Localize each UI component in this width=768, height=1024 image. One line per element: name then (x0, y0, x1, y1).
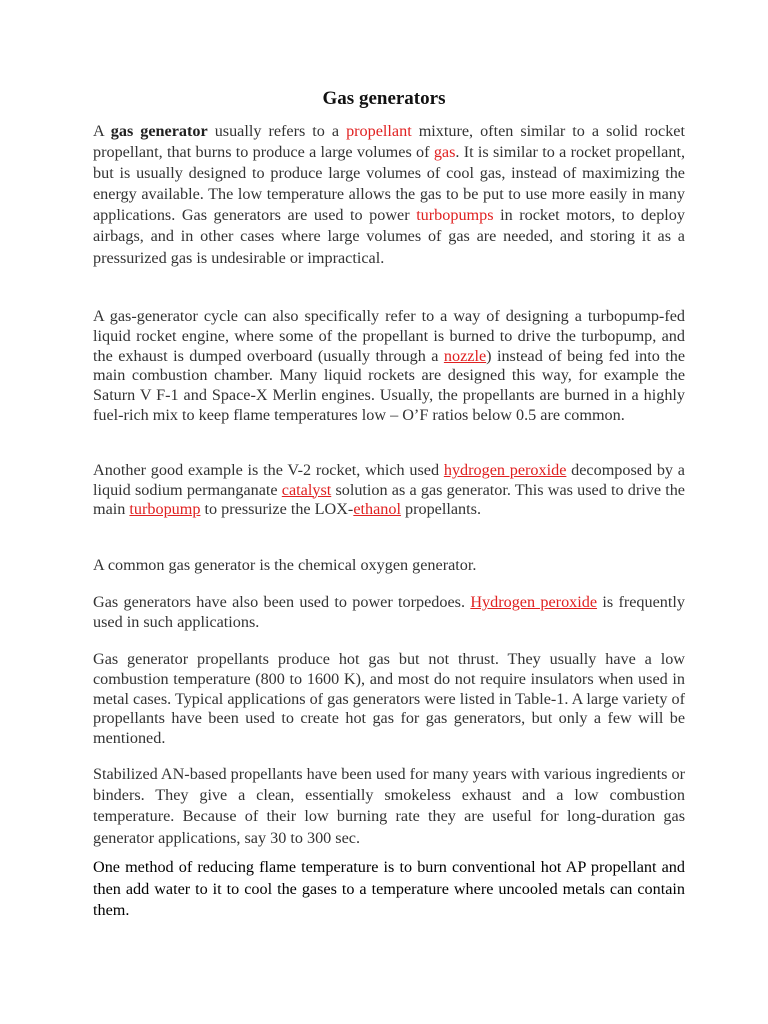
p3-text-b: decomposed by a liquid sodium permanganate (93, 461, 685, 499)
link-turbopumps[interactable]: turbopumps (416, 206, 494, 225)
paragraph-an-based-propellants (93, 764, 685, 849)
link-propellant[interactable]: propellant (346, 122, 412, 140)
p1-text-c: mixture, often similar to a solid rocket propellant, that burns to produce a large volumes of (93, 122, 685, 162)
p3-text-e: propellants. (400, 500, 481, 519)
link-hydrogen-peroxide[interactable]: hydrogen peroxide (443, 461, 567, 479)
link-turbopump[interactable]: turbopump (129, 500, 201, 519)
link-nozzle[interactable]: nozzle (443, 346, 487, 365)
paragraph-intro (93, 121, 685, 269)
paragraph-gas-generator-cycle (93, 307, 685, 426)
p6-text-a: Gas generator propellants produce hot gas but not thrust. They usually have a low combustion temperature (800 to 1600 K), and most do not require insulators when used in metal cases. Typical applications of gas generators were listed in Table-1. A large variety of propellants have been used to create hot gas for gas generators, but only a few will be mentioned. (93, 650, 685, 748)
link-hydrogen-peroxide-2[interactable]: Hydrogen peroxide (470, 593, 598, 611)
paragraph-flame-temperature (93, 857, 685, 922)
p2-text-b: ) instead of being fed into the main combustion chamber. Many liquid rockets are designed this way, for example the Saturn V F-1 and Space-X Merlin engines. Usually, the propellants are burned in a highly fuel-rich mix to keep flame temperatures low – O’F ratios below 0.5 are common. (93, 346, 686, 424)
p1-text-d: . It is similar to a rocket propellant, but is usually designed to produce large volumes of cool gas, instead of maximizing the energy available. The low temperature allows the gas to be put to use more easily in many applications. Gas generators are used to power (93, 143, 685, 225)
p3-text-a: Another good example is the V-2 rocket, which used (93, 461, 444, 479)
link-ethanol[interactable]: ethanol (353, 500, 401, 519)
p1-text-a: A (93, 122, 111, 140)
term-gas-generator: gas generator (110, 122, 208, 140)
p2-text-a: A gas-generator cycle can also specifically refer to a way of designing a turbopump-fed liquid rocket engine, where some of the propellant is burned to drive the turbopump, and the exhaust is dumped overboard (usually through a (93, 307, 685, 365)
link-gas[interactable]: gas (433, 143, 456, 162)
p4-text-a: A common gas generator is the chemical oxygen generator. (93, 556, 477, 574)
p3-text-c: solution as a gas generator. This was used to drive the main (93, 480, 685, 519)
p1-text-e: in rocket motors, to deploy airbags, and in other cases where large volumes of gas are needed, and storing it as a pressurized gas is undesirable or impractical. (93, 206, 685, 267)
p5-text-b: is frequently used in such applications. (93, 593, 685, 631)
paragraph-propellants-hot-gas (93, 650, 685, 749)
p8-text-a: One method of reducing flame temperature is to burn conventional hot AP propellant and then add water to it to cool the gases to a temperature where uncooled metals can contain them. (93, 858, 685, 919)
link-catalyst[interactable]: catalyst (281, 480, 332, 499)
p7-text-a: Stabilized AN-based propellants have been used for many years with various ingredients or binders. They give a clean, essentially smokeless exhaust and a low combustion temperature. Because of their low burning rate they are useful for long-duration gas generator applications, say 30 to 300 sec. (93, 765, 685, 847)
p1-text-b: usually refers to a (207, 122, 347, 140)
paragraph-oxygen-generator (93, 556, 685, 576)
p5-text-a: Gas generators have also been used to power torpedoes. (93, 593, 471, 611)
page-title: Gas generators (322, 88, 446, 109)
p3-text-d: to pressurize the LOX- (200, 500, 354, 519)
paragraph-torpedoes (93, 593, 685, 632)
paragraph-v2-rocket (93, 461, 685, 520)
